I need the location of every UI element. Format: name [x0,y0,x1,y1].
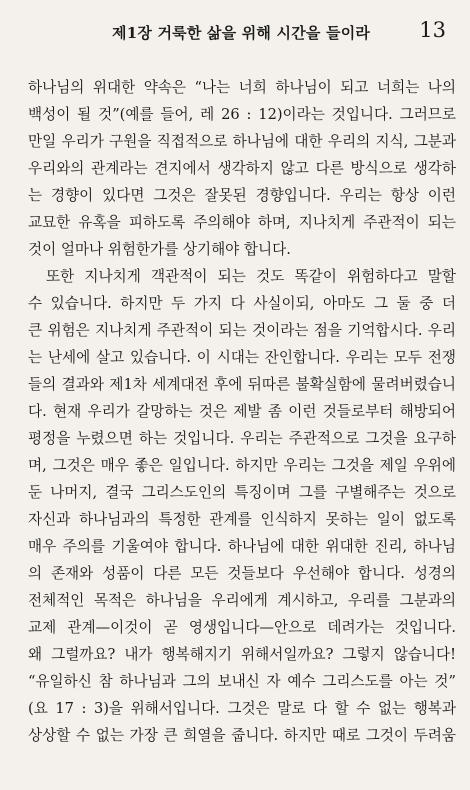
text-line: 상상할 수 없는 가장 큰 희열을 줍니다. 하지만 때로 그것이 두려움 [28,727,456,744]
text-line: 다. 현재 우리가 갈망하는 것은 제발 좀 이런 것들로부터 해방되어 [28,403,456,420]
text-line: 큰 위험은 지나치게 주관적이 되는 것이라는 점을 기억합시다. 우리 [28,322,456,339]
text-line: 는 난세에 살고 있습니다. 이 시대는 잔인합니다. 우리는 모두 전쟁 [28,349,456,366]
text-line: 왜 그럴까요? 내가 행복해지기 위해서일까요? 그렇지 않습니다! [28,646,456,663]
body-text [28,74,456,749]
page-number: 13 [419,18,446,42]
text-line: 전체적인 목적은 하나님을 우리에게 계시하고, 우리를 그분과의 [28,592,456,609]
text-line: 매우 주의를 기울여야 합니다. 하나님에 대한 위대한 진리, 하나님 [28,538,456,555]
text-line: 하나님의 위대한 약속은 “나는 너희 하나님이 되고 너희는 나의 [28,79,456,96]
text-line: 교묘한 유혹을 피하도록 주의해야 하며, 지나치게 주관적이 되는 [28,214,456,231]
text-line: “유일하신 참 하나님과 그의 보내신 자 예수 그리스도를 아는 것” [28,673,456,690]
text-line: 백성이 될 것”(예를 들어, 레 26 : 12)이라는 것입니다. 그러므로 [28,106,456,123]
text-line: (요 17 : 3)을 위해서입니다. 그것은 말로 다 할 수 없는 행복과 [28,700,456,717]
text-line: 우리와의 관계라는 견지에서 생각하지 않고 다른 방식으로 생각하 [28,160,456,177]
text-line: 교제 관계—이것이 곧 영생입니다—안으로 데려가는 것입니다. [28,619,456,636]
text-line: 는 경향이 있다면 그것은 잘못된 경향입니다. 우리는 항상 이런 [28,187,456,204]
text-line: 것이 얼마나 위험한가를 상기해야 합니다. [28,241,291,258]
chapter-running-title: 제1장 거룩한 삶을 위해 시간을 들이라 [112,24,371,42]
text-line: 수 있습니다. 하지만 두 가지 다 사실이되, 아마도 그 둘 중 더 [28,295,456,312]
text-line: 둔 나머지, 결국 그리스도인의 특징이며 그를 구별해주는 것으로 [28,484,456,501]
text-line: 평정을 누렸으면 하는 것입니다. 우리는 주관적으로 그것을 요구하 [28,430,456,447]
text-line: 만일 우리가 구원을 직접적으로 하나님에 대한 우리의 지식, 그분과 [28,133,456,150]
running-head [0,12,470,52]
text-line: 며, 그것은 매우 좋은 일입니다. 하지만 우리는 그것을 제일 우위에 [28,457,456,474]
text-line: 들의 결과와 제1차 세계대전 후에 뒤따른 불확실함에 물려버렸습니 [28,376,456,393]
text-line: 또한 지나치게 객관적이 되는 것도 똑같이 위험하다고 말할 [46,268,456,285]
text-line: 의 존재와 성품이 다른 모든 것들보다 우선해야 합니다. 성경의 [28,565,456,582]
text-line: 자신과 하나님과의 특정한 관계를 인식하지 못하는 일이 없도록 [28,511,456,528]
